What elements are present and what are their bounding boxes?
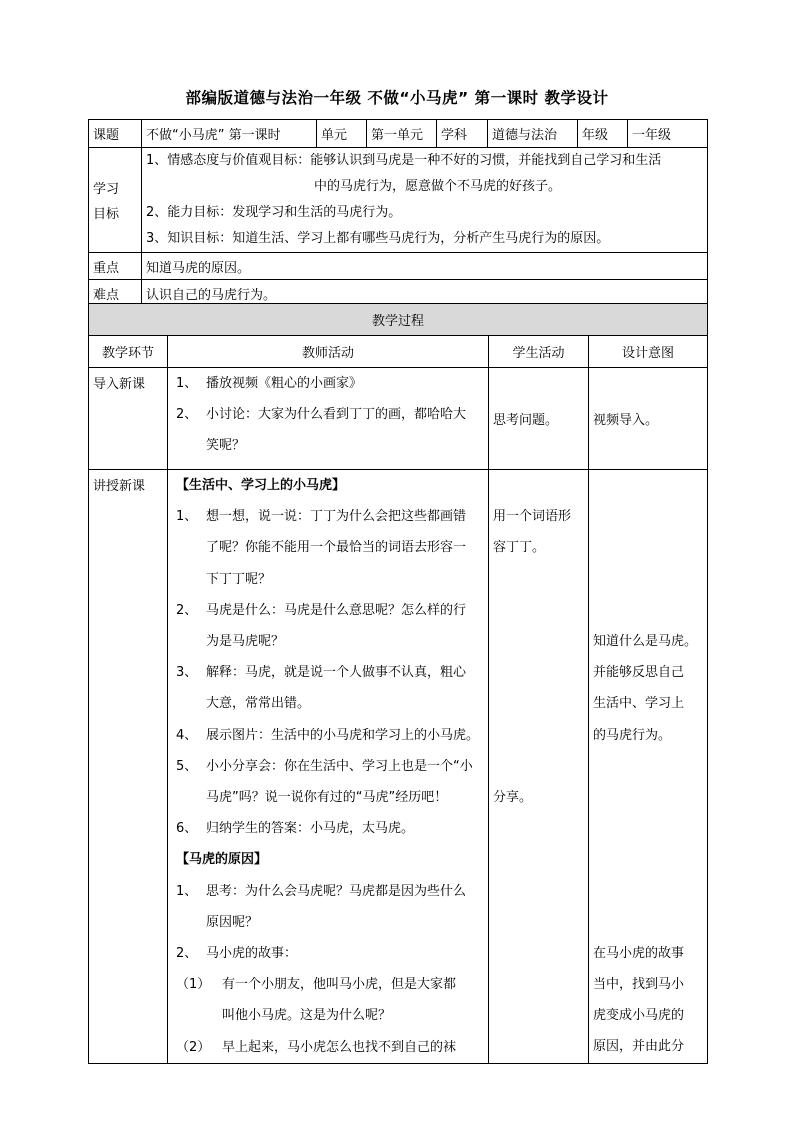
lesson-step-6: 6、 归纳学生的答案：小马虎，太马虎。 bbox=[176, 821, 415, 837]
intro-intent: 视频导入。 bbox=[589, 368, 708, 470]
student-activity-1-cont: 容丁丁。 bbox=[493, 540, 546, 556]
lesson-step-1-cont: 了呢？你能不能用一个最恰当的词语去形容一 bbox=[206, 540, 467, 556]
reason-step-1: 1、 思考：为什么会马虎呢？马虎都是因为些什么 bbox=[176, 883, 467, 899]
reason-step-2: 2、 马小虎的故事： bbox=[176, 946, 298, 962]
lesson-step-2: 2、 马虎是什么：马虎是什么意思呢？怎么样的行 bbox=[176, 602, 467, 618]
spacer-intent-2 bbox=[593, 751, 703, 938]
section-heading-2: 【马虎的原因】 bbox=[176, 852, 268, 868]
lesson-step-1: 1、 想一想，说一说：丁丁为什么会把这些都画错 bbox=[176, 509, 467, 525]
intent-2-cont2: 虎变成小马虎的 bbox=[593, 1008, 685, 1024]
goal-3: 3、知识目标：知道生活、学习上都有哪些马虎行为，分析产生马虎行为的原因。 bbox=[146, 231, 610, 246]
process-table bbox=[88, 303, 708, 1064]
intro-teacher bbox=[168, 368, 489, 470]
goal-1: 1、情感态度与价值观目标：能够认识到马虎是一种不好的习惯，并能找到自己学习和生活 bbox=[146, 153, 662, 168]
label-subject: 学科 bbox=[437, 120, 488, 148]
intent-2-cont: 当中，找到马小 bbox=[593, 977, 685, 993]
intro-step-2: 2、 小讨论：大家为什么看到丁丁的画，都哈哈大 bbox=[176, 407, 467, 423]
lesson-step-5: 5、 小小分享会：你在生活中、学习上也是一个“小 bbox=[176, 758, 473, 774]
info-table bbox=[88, 119, 708, 307]
story-part-1: （1） 有一个小朋友，他叫马小虎，但是大家都 bbox=[176, 977, 457, 993]
goal-2: 2、能力目标：发现学习和生活的马虎行为。 bbox=[146, 205, 402, 220]
process-heading: 教学过程 bbox=[89, 304, 708, 336]
intro-label: 导入新课 bbox=[89, 368, 168, 470]
value-grade: 一年级 bbox=[628, 120, 708, 148]
lesson-step-3-cont: 大意，常常出错。 bbox=[206, 696, 311, 712]
lesson-teacher bbox=[168, 470, 489, 1064]
lesson-student bbox=[489, 470, 589, 1064]
col-teacher: 教师活动 bbox=[168, 336, 489, 368]
reason-step-1-cont: 原因呢？ bbox=[206, 914, 259, 930]
intro-step-1: 1、 播放视频《粗心的小画家》 bbox=[176, 376, 363, 391]
label-difficulty: 难点 bbox=[89, 280, 142, 307]
intent-1-cont3: 的马虎行为。 bbox=[593, 727, 672, 743]
intent-2-cont3: 原因，并由此分 bbox=[593, 1039, 685, 1055]
intent-2: 在马小虎的故事 bbox=[593, 945, 685, 961]
label-goals-line2: 目标 bbox=[93, 207, 120, 222]
goal-1-cont: 中的马虎行为，愿意做个不马虎的好孩子。 bbox=[314, 179, 562, 194]
spacer-intent bbox=[593, 470, 703, 626]
lesson-intent bbox=[589, 470, 708, 1064]
lesson-label: 讲授新课 bbox=[89, 470, 168, 1064]
value-difficulty: 认识自己的马虎行为。 bbox=[142, 280, 708, 307]
process-columns-row bbox=[89, 336, 708, 368]
col-student: 学生活动 bbox=[489, 336, 589, 368]
student-activity-1: 用一个词语形 bbox=[493, 509, 572, 525]
label-goals-line1: 学习 bbox=[93, 182, 120, 197]
lesson-step-3: 3、 解释：马虎，就是说一个人做事不认真，粗心 bbox=[176, 665, 467, 681]
label-key: 重点 bbox=[89, 253, 142, 280]
student-activity-2: 分享。 bbox=[493, 789, 533, 805]
value-subject: 道德与法治 bbox=[488, 120, 578, 148]
info-row-goals bbox=[89, 148, 708, 253]
value-topic: 不做“小马虎” 第一课时 bbox=[142, 120, 317, 148]
col-intent: 设计意图 bbox=[589, 336, 708, 368]
document-title: 部编版道德与法治一年级 不做“小马虎” 第一课时 教学设计 bbox=[185, 89, 609, 107]
lesson-step-4: 4、 展示图片：生活中的小马虎和学习上的小马虎。 bbox=[176, 727, 480, 743]
label-grade: 年级 bbox=[578, 120, 628, 148]
value-key: 知道马虎的原因。 bbox=[142, 253, 708, 280]
info-row-key bbox=[89, 253, 708, 280]
intent-1-cont2: 生活中、学习上 bbox=[593, 696, 685, 712]
label-goals bbox=[89, 148, 142, 253]
intro-row bbox=[89, 368, 708, 470]
story-part-1-cont: 叫他小马虎。这是为什么呢？ bbox=[222, 1008, 392, 1024]
value-unit: 第一单元 bbox=[367, 120, 437, 148]
lesson-step-5-cont: 马虎”吗？说一说你有过的“马虎”经历吧！ bbox=[206, 790, 448, 806]
goals-content bbox=[142, 148, 708, 253]
intro-student: 思考问题。 bbox=[489, 368, 589, 470]
intent-1-cont: 并能够反思自己 bbox=[593, 665, 685, 681]
col-stage: 教学环节 bbox=[89, 336, 168, 368]
process-heading-row bbox=[89, 304, 708, 336]
section-heading-1: 【生活中、学习上的小马虎】 bbox=[176, 478, 346, 493]
label-unit: 单元 bbox=[317, 120, 367, 148]
intent-1: 知道什么是马虎。 bbox=[593, 634, 698, 649]
intro-step-2-cont: 笑呢？ bbox=[206, 438, 246, 454]
story-part-2: （2） 早上起来，马小虎怎么也找不到自己的袜 bbox=[176, 1039, 457, 1055]
lesson-step-2-cont: 为是马虎呢？ bbox=[206, 634, 285, 650]
label-topic: 课题 bbox=[89, 120, 142, 148]
lesson-step-1-cont2: 下丁丁呢？ bbox=[206, 571, 272, 587]
lesson-row bbox=[89, 470, 708, 1064]
info-row-header bbox=[89, 120, 708, 148]
